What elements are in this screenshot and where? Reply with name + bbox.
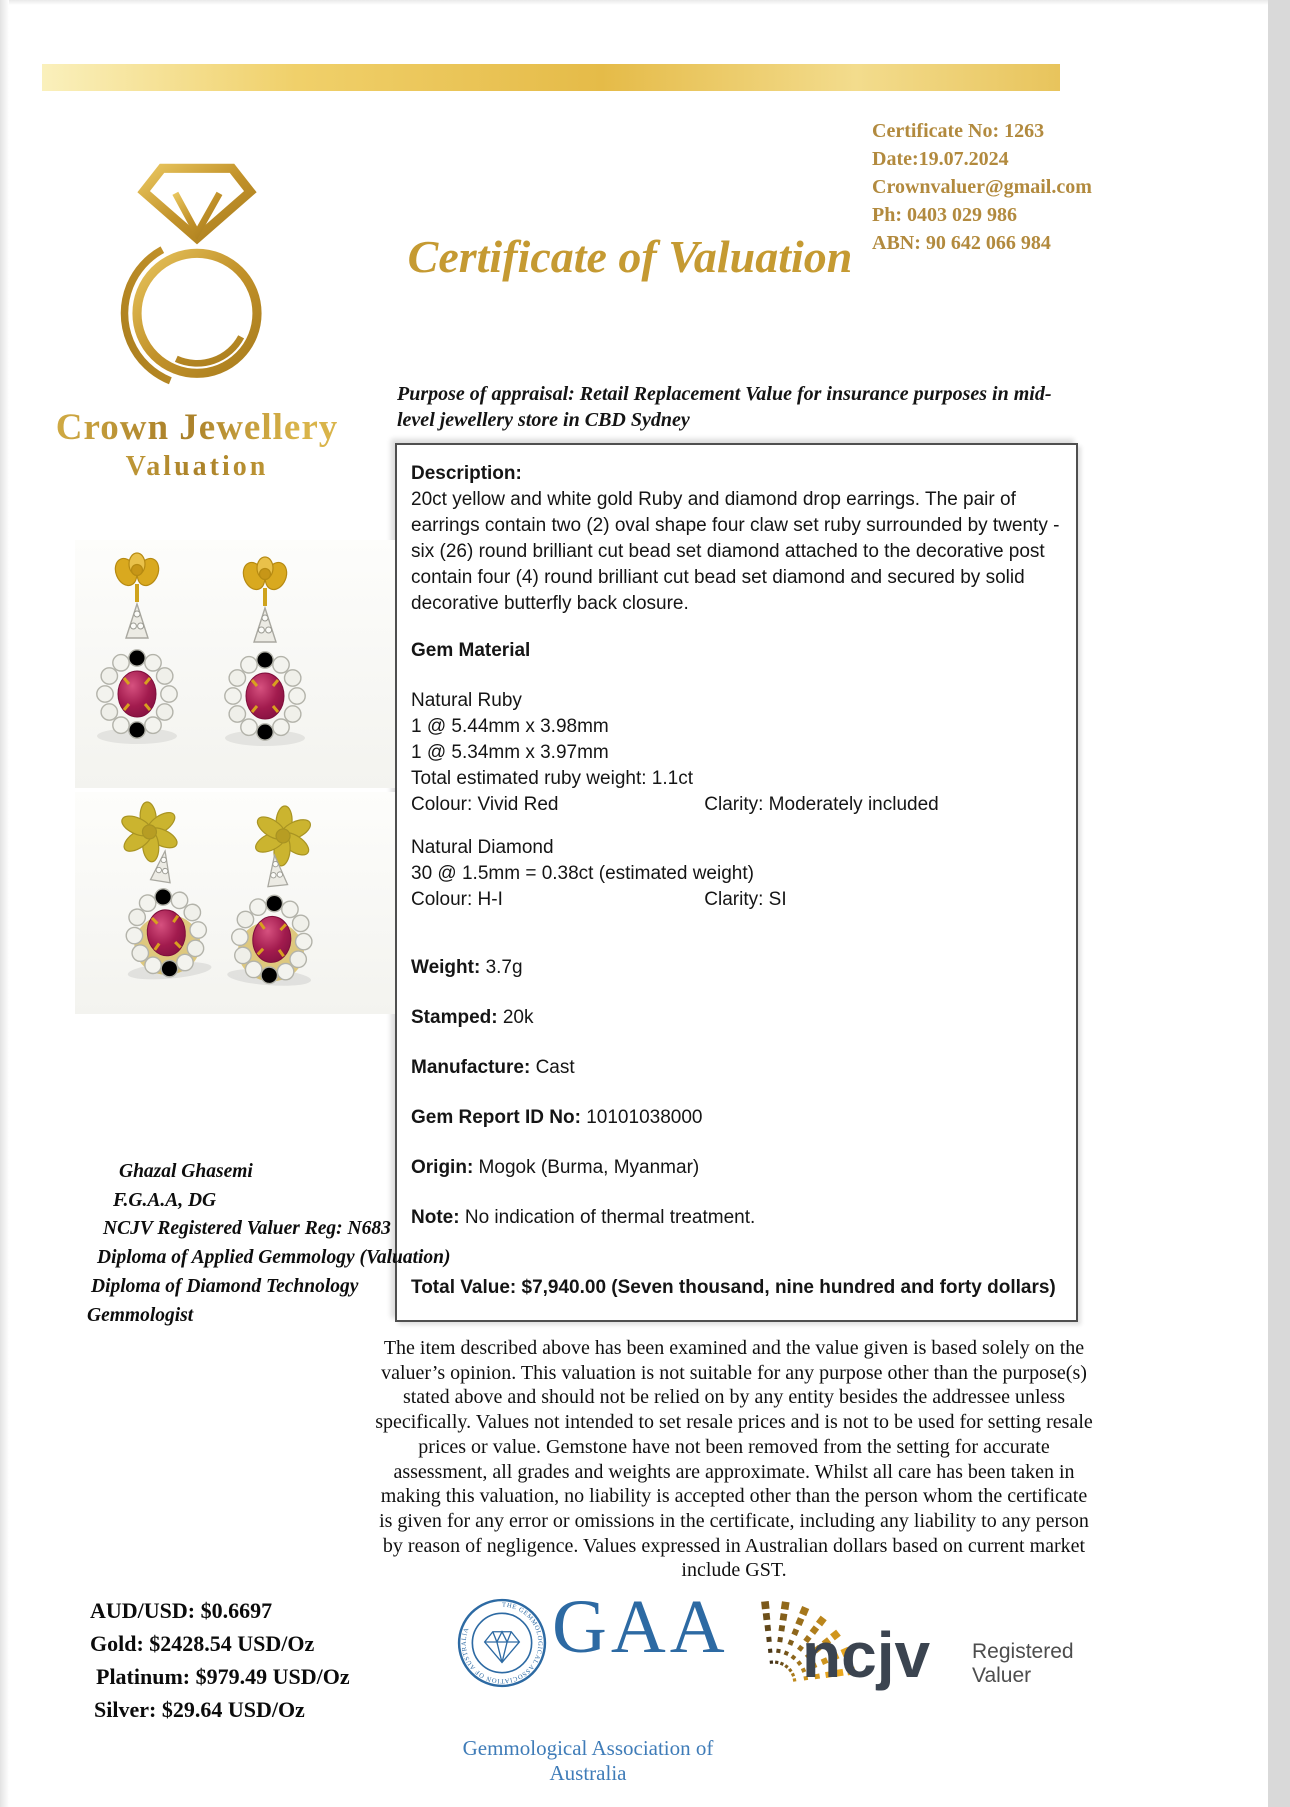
scan-edge-right (1268, 0, 1290, 1807)
total-value: Total Value: $7,940.00 (Seven thousand, nine hundred and forty dollars) (411, 1277, 1056, 1298)
rate-line: Silver: $29.64 USD/Oz (94, 1697, 305, 1722)
ruby-section (411, 688, 1060, 818)
gold-accent-bar (42, 64, 1060, 91)
ncjv-label (972, 1640, 1074, 1688)
page-title: Certificate of Valuation (407, 231, 853, 282)
diamond-section (411, 835, 1060, 913)
valuer-credential: Diploma of Diamond Technology (91, 1275, 359, 1297)
brand-tagline: Valuation (32, 451, 362, 483)
valuer-credential: Diploma of Applied Gemmology (Valuation) (97, 1247, 451, 1269)
field-label: Note: (411, 1207, 460, 1228)
field-label: Origin: (411, 1157, 474, 1178)
valuer-name: Ghazal Ghasemi (119, 1161, 253, 1182)
ruby-size-1: 1 @ 5.44mm x 3.98mm (411, 716, 609, 737)
diamond-clarity: Clarity: SI (704, 889, 787, 910)
diamond-colour: Colour: H-I (411, 889, 503, 910)
diamond-name: Natural Diamond (411, 837, 554, 858)
rate-line: Platinum: $979.49 USD/Oz (96, 1664, 350, 1689)
field-label: Weight: (411, 957, 481, 978)
ring-diamond-icon (97, 150, 297, 400)
field-value: 3.7g (480, 957, 523, 978)
field-manufacture (411, 1055, 1060, 1081)
ruby-weight: Total estimated ruby weight: 1.1ct (411, 768, 693, 789)
details-box (395, 443, 1078, 1322)
certificate-abn: ABN: 90 642 066 984 (872, 232, 1051, 254)
field-stamped (411, 1005, 1060, 1031)
rate-line: Gold: $2428.54 USD/Oz (90, 1631, 315, 1656)
field-label: Gem Report ID No: (411, 1107, 581, 1128)
diamond-size: 30 @ 1.5mm = 0.38ct (estimated weight) (411, 863, 754, 884)
ncjv-label-line: Valuer (972, 1664, 1032, 1687)
field-gem-report-id (411, 1105, 1060, 1131)
butterfly-back (111, 553, 162, 589)
certificate-number: Certificate No: 1263 (872, 120, 1045, 142)
ncjv-label-line: Registered (972, 1640, 1074, 1663)
certificate-phone: Ph: 0403 029 986 (872, 204, 1017, 226)
purpose-statement: Purpose of appraisal: Retail Replacement Value for insurance purposes in mid-level jewellery store in CBD Sydney (397, 383, 1052, 431)
ruby-colour: Colour: Vivid Red (411, 794, 559, 815)
ruby-colour-clarity-row (411, 792, 1060, 818)
gaa-name: Gemmological Association of Australia (462, 1736, 714, 1785)
valuer-credential: Gemmologist (87, 1304, 194, 1326)
field-weight (411, 955, 1060, 981)
description-text: 20ct yellow and white gold Ruby and diamond drop earrings. The pair of earrings contain two (2) oval shape four claw set ruby surrounded by twenty - six (26) round brilliant cut bead set diamond attached to the decorative post contain four (4) round brilliant cut bead set diamond and secured by solid decorative butterfly back closure. (411, 489, 1060, 614)
field-value: Cast (530, 1057, 575, 1078)
field-label: Manufacture: (411, 1057, 531, 1078)
rate-line: AUD/USD: $0.6697 (90, 1598, 273, 1623)
field-value: No indication of thermal treatment. (459, 1207, 756, 1228)
description-label: Description: (411, 463, 522, 484)
market-rates (90, 1594, 350, 1726)
field-value: Mogok (Burma, Myanmar) (473, 1157, 700, 1178)
field-origin (411, 1155, 1060, 1181)
scan-edge-left (0, 0, 9, 1807)
flower-back (117, 799, 182, 864)
scan-edge-top (0, 0, 1290, 5)
diamond-colour-clarity-row (411, 887, 1060, 913)
brand-name: Crown Jewellery (32, 406, 362, 449)
certificate-date: Date:19.07.2024 (872, 148, 1009, 170)
earrings-photo-back (75, 792, 395, 1014)
field-value: 10101038000 (580, 1107, 703, 1128)
valuer-credential: F.G.A.A, DG (113, 1189, 217, 1211)
valuer-signature-block (85, 1158, 451, 1330)
ruby-clarity: Clarity: Moderately included (704, 794, 939, 815)
ncjv-acronym: ncjv (802, 1619, 931, 1691)
gaa-acronym: GAA (552, 1585, 729, 1669)
ruby-size-2: 1 @ 5.34mm x 3.97mm (411, 742, 609, 763)
field-label: Stamped: (411, 1007, 498, 1028)
gaa-seal-icon (456, 1597, 548, 1689)
brand-logo (32, 150, 362, 483)
disclaimer-text: The item described above has been examined and the value given is based solely on the valuer’s opinion. This valuation is not suitable for any purpose other than the purpose(s) stated above and should not be relied on by any entity besides the addressee unless specifically. Values not intended to set resale prices and is not to be used for setting resale prices or value. Gemstone have not been removed from the setting for accurate assessment, all grades and weights are approximate. Whilst all care has been taken in making this valuation, no liability is accepted other than the person whom the certificate is given for any error or omissions in the certificate, including any liability to any person by reason of negligence. Values expressed in Australian dollars based on current market include GST. (375, 1337, 1093, 1582)
certificate-info (872, 117, 1092, 257)
diamond-icon (485, 1632, 520, 1663)
gem-material-heading: Gem Material (411, 640, 531, 661)
field-value: 20k (497, 1007, 534, 1028)
certificate-email: Crownvaluer@gmail.com (872, 176, 1092, 198)
earrings-photo-front (75, 540, 395, 788)
gaa-seal-text: THE GEMMOLOGICAL ASSOCIATION OF AUSTRALIA (460, 1601, 544, 1685)
valuer-credential: NCJV Registered Valuer Reg: N683 (103, 1218, 391, 1240)
field-note (411, 1205, 1060, 1231)
ruby-name: Natural Ruby (411, 690, 522, 711)
